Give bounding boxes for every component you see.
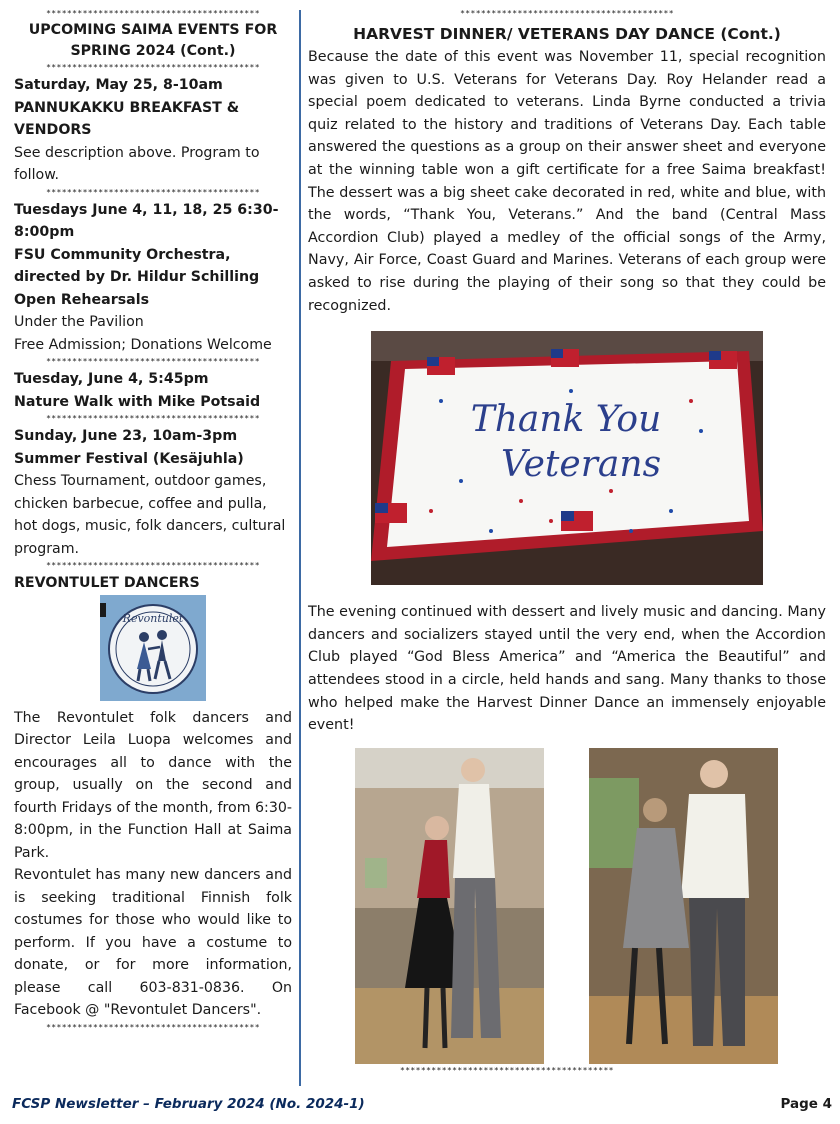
cake-text-line1: Thank You xyxy=(470,399,662,441)
event-3 xyxy=(14,368,292,413)
separator: ***************************************** xyxy=(46,414,260,423)
separator: ***************************************** xyxy=(46,63,260,72)
event-detail: See description above. Program to follow. xyxy=(14,144,260,183)
cake-text-line2: Veterans xyxy=(500,444,662,486)
dance-photo-1 xyxy=(355,748,544,1064)
footer-newsletter-title: FCSP Newsletter – February 2024 (No. 2024-1) xyxy=(12,1096,365,1112)
event-2 xyxy=(14,199,292,357)
logo-text: Revontulet xyxy=(122,611,184,625)
dance-photo-2 xyxy=(589,748,778,1064)
separator: ***************************************** xyxy=(460,9,674,18)
dancers-paragraph: The Revontulet folk dancers and Director Leila Luopa welcomes and encourages all to dance with the group, usually on the second and fourth Fridays of the month, from 6:30-8:00pm, in the Function Hall at Saima Park. xyxy=(14,709,293,861)
article-paragraph: Because the date of this event was November 11, special recognition was given to U.S. Veterans for Veterans Day. Roy Helander read a special poem dedicated to veterans. Linda Byrne conducted a trivia quiz related to the history and traditions of Veterans Day. Each table answered the questions as a group on their answer sheet and everyone at the winning table won a gift certificate for a free Saima breakfast! The dessert was a big sheet cake decorated in red, white and blue, with the words, “Thank You, Veterans.” And the band (Central Mass Accordion Club) played a medley of the official songs of the Army, Navy, Air Force, Coast Guard and Marines. Veterans of each group were asked to rise during the playing of their song so that they could be recognized. xyxy=(308,49,826,314)
dancers-heading: REVONTULET DANCERS xyxy=(14,575,200,591)
separator: ***************************************** xyxy=(400,1066,614,1075)
event-title: FSU Community Orchestra, directed by Dr. Hildur Schilling Open Rehearsals xyxy=(14,246,260,308)
revontulet-logo xyxy=(100,595,206,701)
upcoming-events-title: UPCOMING SAIMA EVENTS FOR SPRING 2024 (Cont.) xyxy=(28,22,278,59)
separator: ***************************************** xyxy=(46,357,260,366)
event-title: Nature Walk with Mike Potsaid xyxy=(14,393,261,410)
right-column xyxy=(308,8,826,737)
article-title: HARVEST DINNER/ VETERANS DAY DANCE (Cont.) xyxy=(353,25,781,43)
separator: ***************************************** xyxy=(46,1022,260,1032)
event-date: Tuesdays June 4, 11, 18, 25 6:30-8:00pm xyxy=(14,201,279,240)
dancers-paragraph: Revontulet has many new dancers and is seeking traditional Finnish folk costumes for those who would like to perform. If you have a costume to donate, or for more information, please call 603-831-0836. On Facebook @ "Revontulet Dancers". xyxy=(14,867,292,1018)
event-date: Tuesday, June 4, 5:45pm xyxy=(14,371,209,387)
article-paragraph: The evening continued with dessert and lively music and dancing. Many dancers and socializers stayed until the very end, when the Accordion Club played “God Bless America” and “America the Beautiful” and attendees stood in a circle, held hands and sang. Many thanks to those who helped make the Harvest Dinner Dance an immensely enjoyable event! xyxy=(308,604,826,734)
event-date: Saturday, May 25, 8-10am xyxy=(14,77,223,93)
event-date: Sunday, June 23, 10am-3pm xyxy=(14,428,238,444)
column-divider xyxy=(299,10,301,1086)
page-number: Page 4 xyxy=(780,1096,832,1112)
separator: ***************************************** xyxy=(46,561,260,570)
event-title: Summer Festival (Kesäjuhla) xyxy=(14,450,244,467)
separator: ***************************************** xyxy=(46,9,260,18)
cake-photo xyxy=(371,331,763,585)
event-detail: Free Admission; Donations Welcome xyxy=(14,336,272,353)
event-1 xyxy=(14,74,292,187)
event-detail: Chess Tournament, outdoor games, chicken barbecue, coffee and pulla, hot dogs, music, folk dancers, cultural program. xyxy=(14,473,286,557)
event-title: PANNUKAKKU BREAKFAST & VENDORS xyxy=(14,99,240,138)
event-4 xyxy=(14,425,292,560)
separator: ***************************************** xyxy=(46,187,260,197)
left-column xyxy=(14,8,292,1034)
event-detail: Under the Pavilion xyxy=(14,314,144,330)
